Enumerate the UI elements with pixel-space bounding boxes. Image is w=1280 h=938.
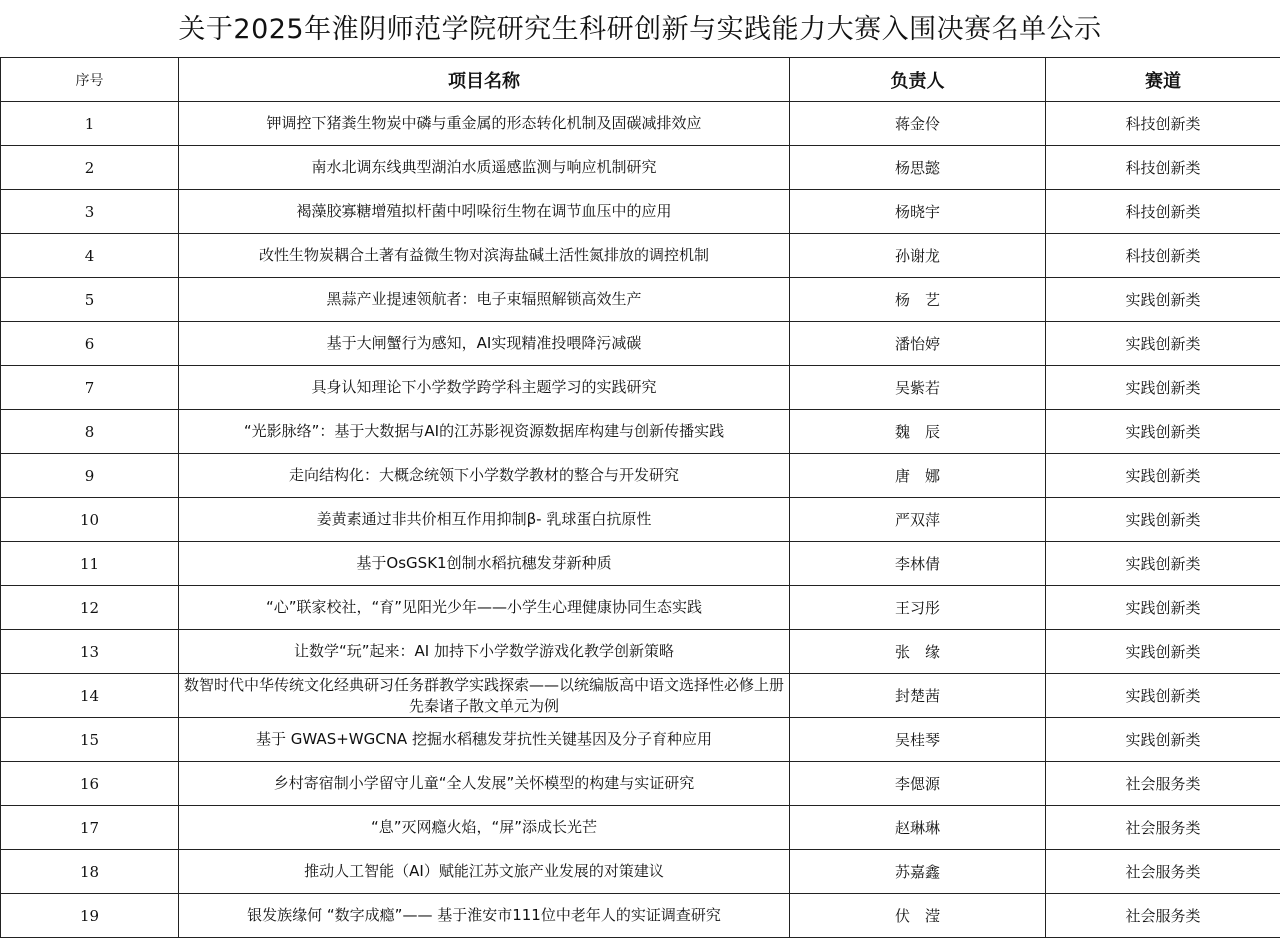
row-project-name: 改性生物炭耦合土著有益微生物对滨海盐碱土活性氮排放的调控机制 — [179, 234, 790, 278]
row-seq: 5 — [1, 278, 179, 322]
row-project-name: 基于 GWAS+WGCNA 挖掘水稻穗发芽抗性关键基因及分子育种应用 — [179, 718, 790, 762]
row-leader: 魏 辰 — [790, 410, 1046, 454]
table-row — [1, 850, 1280, 894]
row-seq: 1 — [1, 102, 179, 146]
table-row — [1, 322, 1280, 366]
table-row — [1, 762, 1280, 806]
row-seq: 4 — [1, 234, 179, 278]
row-leader: 苏嘉鑫 — [790, 850, 1046, 894]
table-row — [1, 674, 1280, 718]
table-row — [1, 498, 1280, 542]
row-leader: 伏 滢 — [790, 894, 1046, 938]
row-track: 科技创新类 — [1046, 102, 1280, 146]
row-track: 社会服务类 — [1046, 894, 1280, 938]
table-row — [1, 190, 1280, 234]
row-project-name: 推动人工智能（AI）赋能江苏文旅产业发展的对策建议 — [179, 850, 790, 894]
row-track: 实践创新类 — [1046, 278, 1280, 322]
row-seq: 16 — [1, 762, 179, 806]
table-row — [1, 586, 1280, 630]
row-track: 实践创新类 — [1046, 366, 1280, 410]
row-seq: 13 — [1, 630, 179, 674]
row-track: 实践创新类 — [1046, 410, 1280, 454]
row-seq: 12 — [1, 586, 179, 630]
row-leader: 潘怡婷 — [790, 322, 1046, 366]
table-row — [1, 146, 1280, 190]
row-seq: 9 — [1, 454, 179, 498]
row-seq: 17 — [1, 806, 179, 850]
row-track: 实践创新类 — [1046, 322, 1280, 366]
row-project-name: 乡村寄宿制小学留守儿童“全人发展”关怀模型的构建与实证研究 — [179, 762, 790, 806]
row-project-name: 让数学“玩”起来：AI 加持下小学数学游戏化教学创新策略 — [179, 630, 790, 674]
page-title: 关于2025年淮阴师范学院研究生科研创新与实践能力大赛入围决赛名单公示 — [0, 0, 1280, 57]
row-track: 科技创新类 — [1046, 146, 1280, 190]
row-seq: 2 — [1, 146, 179, 190]
table-row — [1, 542, 1280, 586]
table-row — [1, 102, 1280, 146]
row-track: 实践创新类 — [1046, 542, 1280, 586]
row-project-name: 黑蒜产业提速领航者：电子束辐照解锁高效生产 — [179, 278, 790, 322]
row-leader: 杨 艺 — [790, 278, 1046, 322]
header-project: 项目名称 — [179, 58, 790, 102]
table-header-row — [1, 58, 1280, 102]
row-seq: 15 — [1, 718, 179, 762]
row-seq: 7 — [1, 366, 179, 410]
row-project-name: 基于OsGSK1创制水稻抗穗发芽新种质 — [179, 542, 790, 586]
table-row — [1, 410, 1280, 454]
table-row — [1, 806, 1280, 850]
table-row — [1, 278, 1280, 322]
row-seq: 18 — [1, 850, 179, 894]
row-leader: 严双萍 — [790, 498, 1046, 542]
table-row — [1, 366, 1280, 410]
row-seq: 8 — [1, 410, 179, 454]
row-leader: 孙谢龙 — [790, 234, 1046, 278]
row-leader: 李偲源 — [790, 762, 1046, 806]
table-row — [1, 454, 1280, 498]
row-project-name: “光影脉络”：基于大数据与AI的江苏影视资源数据库构建与创新传播实践 — [179, 410, 790, 454]
row-leader: 吴桂琴 — [790, 718, 1046, 762]
row-track: 社会服务类 — [1046, 850, 1280, 894]
row-project-name: 数智时代中华传统文化经典研习任务群教学实践探索——以统编版高中语文选择性必修上册先秦诸子散文单元为例 — [179, 674, 790, 718]
row-project-name: 姜黄素通过非共价相互作用抑制β- 乳球蛋白抗原性 — [179, 498, 790, 542]
row-leader: 王习彤 — [790, 586, 1046, 630]
row-project-name: 钾调控下猪粪生物炭中磷与重金属的形态转化机制及固碳减排效应 — [179, 102, 790, 146]
row-seq: 19 — [1, 894, 179, 938]
table-row — [1, 630, 1280, 674]
row-seq: 11 — [1, 542, 179, 586]
row-track: 实践创新类 — [1046, 498, 1280, 542]
row-track: 科技创新类 — [1046, 190, 1280, 234]
row-track: 实践创新类 — [1046, 674, 1280, 718]
row-project-name: 南水北调东线典型湖泊水质遥感监测与响应机制研究 — [179, 146, 790, 190]
row-leader: 赵琳琳 — [790, 806, 1046, 850]
row-project-name: 银发族缘何 “数字成瘾”—— 基于淮安市111位中老年人的实证调查研究 — [179, 894, 790, 938]
row-leader: 杨思懿 — [790, 146, 1046, 190]
row-leader: 李林倩 — [790, 542, 1046, 586]
row-leader: 封楚茜 — [790, 674, 1046, 718]
header-track: 赛道 — [1046, 58, 1280, 102]
row-project-name: “息”灭网瘾火焰，“屏”添成长光芒 — [179, 806, 790, 850]
table-row — [1, 718, 1280, 762]
header-seq: 序号 — [1, 58, 179, 102]
row-track: 实践创新类 — [1046, 586, 1280, 630]
row-track: 科技创新类 — [1046, 234, 1280, 278]
row-seq: 14 — [1, 674, 179, 718]
row-project-name: “心”联家校社，“育”见阳光少年——小学生心理健康协同生态实践 — [179, 586, 790, 630]
row-track: 社会服务类 — [1046, 762, 1280, 806]
finalist-table — [0, 57, 1280, 938]
row-project-name: 基于大闸蟹行为感知，AI实现精准投喂降污减碳 — [179, 322, 790, 366]
table-row — [1, 234, 1280, 278]
row-track: 实践创新类 — [1046, 630, 1280, 674]
table-body — [1, 102, 1280, 938]
row-leader: 唐 娜 — [790, 454, 1046, 498]
row-leader: 杨晓宇 — [790, 190, 1046, 234]
row-project-name: 走向结构化：大概念统领下小学数学教材的整合与开发研究 — [179, 454, 790, 498]
row-track: 社会服务类 — [1046, 806, 1280, 850]
row-track: 实践创新类 — [1046, 454, 1280, 498]
row-leader: 蒋金伶 — [790, 102, 1046, 146]
row-track: 实践创新类 — [1046, 718, 1280, 762]
row-seq: 10 — [1, 498, 179, 542]
header-leader: 负责人 — [790, 58, 1046, 102]
row-leader: 张 缘 — [790, 630, 1046, 674]
table-row — [1, 894, 1280, 938]
row-project-name: 褐藻胶寡糖增殖拟杆菌中吲哚衍生物在调节血压中的应用 — [179, 190, 790, 234]
row-project-name: 具身认知理论下小学数学跨学科主题学习的实践研究 — [179, 366, 790, 410]
row-leader: 吴紫若 — [790, 366, 1046, 410]
row-seq: 3 — [1, 190, 179, 234]
row-seq: 6 — [1, 322, 179, 366]
